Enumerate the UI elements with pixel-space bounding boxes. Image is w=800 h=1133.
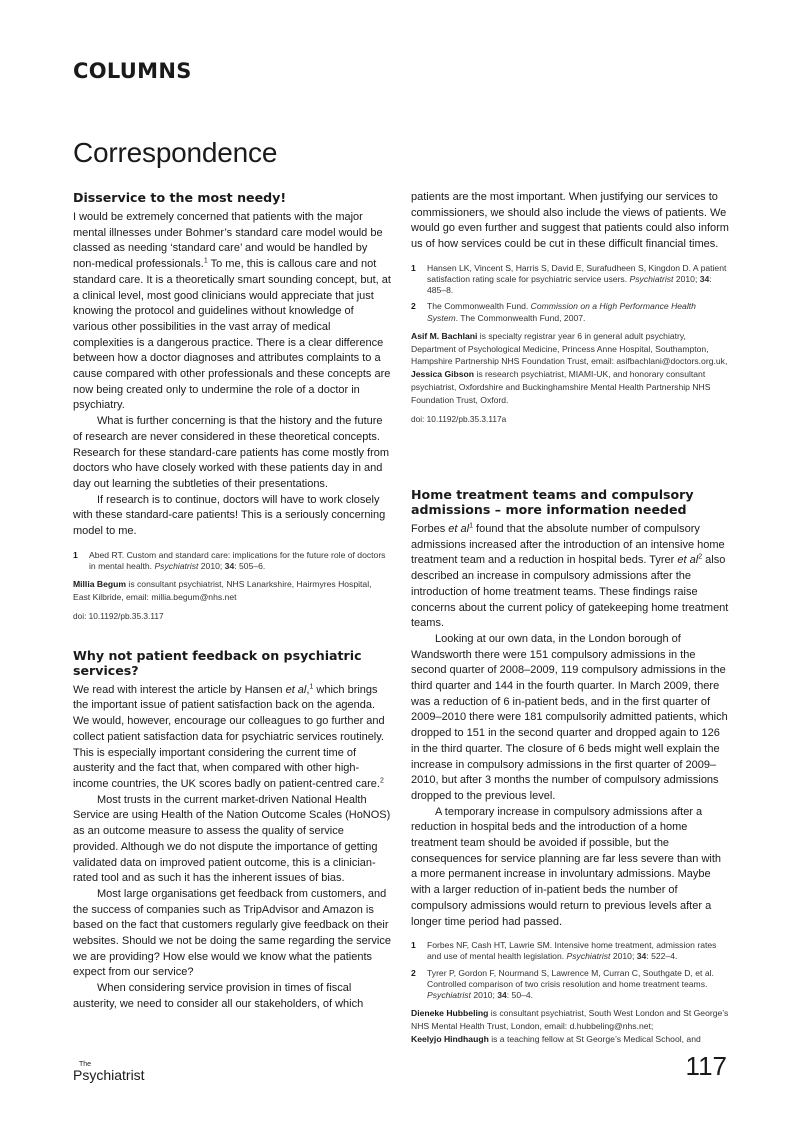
doi: doi: 10.1192/pb.35.3.117a	[411, 413, 507, 424]
article-paragraph: If research is to continue, doctors will have to work closely with these standard-care patients! This is a seriously concerning model to me.	[73, 493, 386, 538]
right-column-lower	[411, 487, 729, 1052]
page-title: Correspondence	[73, 137, 278, 168]
logo-small-text: The	[79, 1061, 92, 1068]
reference-item: 1 Abed RT. Custom and standard care: implications for the future role of doctors in mental health. Psychiatrist 2010; 34: 505–6.	[73, 549, 386, 571]
article-paragraph: Most large organisations get feedback from customers, and the success of companies such as TripAdvisor and Amazon is based on the fact that customers regularly give feedback on their websites. Should we not be doing the same regarding the service we are providing? How else would we know what the patients expect from our service?	[73, 887, 391, 979]
reference-list	[73, 550, 391, 572]
reference-item: 1 Forbes NF, Cash HT, Lawrie SM. Intensive home treatment, admission rates and use of mental health legislation. Psychiatrist 2010; 34: 522–4.	[411, 940, 717, 962]
journal-logo	[73, 1061, 153, 1085]
right-column-upper	[411, 190, 729, 425]
article-title-patient-feedback: Why not patient feedback on psychiatric services?	[73, 647, 362, 678]
article-paragraph: Forbes et $al^1$ found that the absolute number of compulsory admissions increased after the introduction of an intensive home treatment team and a reduction in hospital beds. Tyrer et $al^2$ also described an increase in compulsory admissions after the introduction of home treatment teams. These findings raise concerns about the current policy of gatekeeping home treatment teams.	[411, 522, 729, 630]
doi: doi: 10.1192/pb.35.3.117	[73, 610, 164, 621]
article-title-home-treatment: Home treatment teams and compulsory admissions – more information needed	[411, 487, 694, 517]
article-paragraph: Most trusts in the current market-driven National Health Service are using Health of the Nation Outcome Scales (HoNOS) as an outcome measure to assess the quality of service provided. Although we do not dispute the importance of getting validated data on improved patient outcome, this is a clinician-rated tool and as such it has the inherent issues of bias.	[73, 793, 391, 885]
author-info: Asif M. Bachlani is specialty registrar year 6 in general adult psychiatry, Department of Psychological Medicine, Princess Anne Hospital, Southampton, Hampshire Partnership NHS Foundation Trust, email: asifbachlani@doctors.org.uk, Jessica Gibson is research psychiatrist, MIAMI-UK, and honorary consultant psychiatrist, Oxfordshire and Buckinghamshire Mental Health Partnership NHS Foundation Trust, Oxford.	[411, 330, 728, 405]
article-paragraph: We read with interest the article by Hansen et al,$^1$ which brings the important issue of patient satisfaction back on the agenda. We would, however, encourage our colleagues to go further and collect patient satisfaction data for psychiatric services routinely. This is especially important considering the current time of austerity and the fact that, when compared with other high-income countries, the UK scores badly on patient-centred care.$^2$	[73, 683, 385, 790]
author-info: Millia Begum is consultant psychiatrist, NHS Lanarkshire, Hairmyres Hospital, East Kilbride, email: millia.begum@nhs.net	[73, 579, 372, 602]
logo-main-text: Psychiatrist	[73, 1067, 145, 1083]
page-number: 117	[685, 1051, 727, 1081]
article-paragraph: When considering service provision in times of fiscal austerity, we need to consider all our stakeholders, of which	[73, 982, 364, 1010]
article-paragraph: I would be extremely concerned that patients with the major mental illnesses under Bohmer’s standard care model would be classed as needing ‘standard care’ and would be handled by non-medical professionals.$^1$ To me, this is callous care and not standard care. It is a theoretically smart sounding concept, but, at a clinical level, most good clinicians would appreciate that just knowing the protocol and guidelines without knowledge of various other possibilities in the vast array of medical complexities is a dangerous practice. There is a clear difference between how a doctor diagnoses and attributes complaints to a cause compared with other professionals and these concepts are now being created only to undermine the role of a doctor in psychiatry.	[73, 211, 391, 412]
section-label: COLUMNS	[73, 59, 192, 83]
reference-list	[411, 263, 729, 324]
article-paragraph: What is further concerning is that the history and the future of research are never considered in these theoretical concepts. Research for these standard-care patients has come mostly from doctors who have closely worked with these patients day in and day out learning the subtleties of their presentations.	[73, 415, 390, 490]
article-paragraph: A temporary increase in compulsory admissions after a reduction in hospital beds and the introduction of a home treatment team should be avoided if possible, but the consequences for service planning are far less severe than with a more permanent increase in involuntary admissions. Maybe with a larger reduction of in-patient beds the number of compulsory admissions would return to previous levels after a longer time period had passed.	[411, 805, 722, 928]
reference-item: 1 Hansen LK, Vincent S, Harris S, David E, Surafudheen S, Kingdon D. A patient satisfaction rating scale for psychiatric service users. Psychiatrist 2010; 34: 485–8.	[411, 262, 727, 296]
reference-list	[411, 940, 729, 1001]
reference-item: 2 The Commonwealth Fund. Commission on a High Performance Health System. The Commonwealth Fund, 2007.	[411, 301, 696, 323]
article-paragraph: Looking at our own data, in the London borough of Wandsworth there were 151 compulsory admissions in the second quarter of 2008–2009, 119 compulsory admissions in the third quarter and 144 in the fourth quarter. In March 2009, there was a reduction of 6 in-patient beds, and in the first quarter of 2009–2010 there were 181 compulsorily admitted patients, which dropped to 151 in the second quarter and dropped again to 126 in the third quarter. The closure of 6 beds might well explain the increase in compulsory admissions in the first quarter of 2009–2010, but after 3 months the number of compulsory admissions dropped to the previous level.	[411, 632, 728, 802]
left-column	[73, 190, 391, 1013]
reference-item: 2 Tyrer P, Gordon F, Nourmand S, Lawrence M, Curran C, Southgate D, et al. Controlled comparison of two crisis resolution and home treatment teams. Psychiatrist 2010; 34: 50–4.	[411, 967, 714, 1001]
article-paragraph: patients are the most important. When justifying our services to commissioners, we should also include the views of patients. We would go even further and suggest that patients could also inform us of how services could be cut in these difficult financial times.	[411, 191, 729, 251]
author-info: Dieneke Hubbeling is consultant psychiatrist, South West London and St George’s NHS Mental Health Trust, London, email: d.hubbeling@nhs.net; Keelyjo Hindhaugh is a teaching fellow at St George’s Medical School, and	[411, 1008, 729, 1044]
article-title-disservice: Disservice to the most needy!	[73, 190, 287, 205]
